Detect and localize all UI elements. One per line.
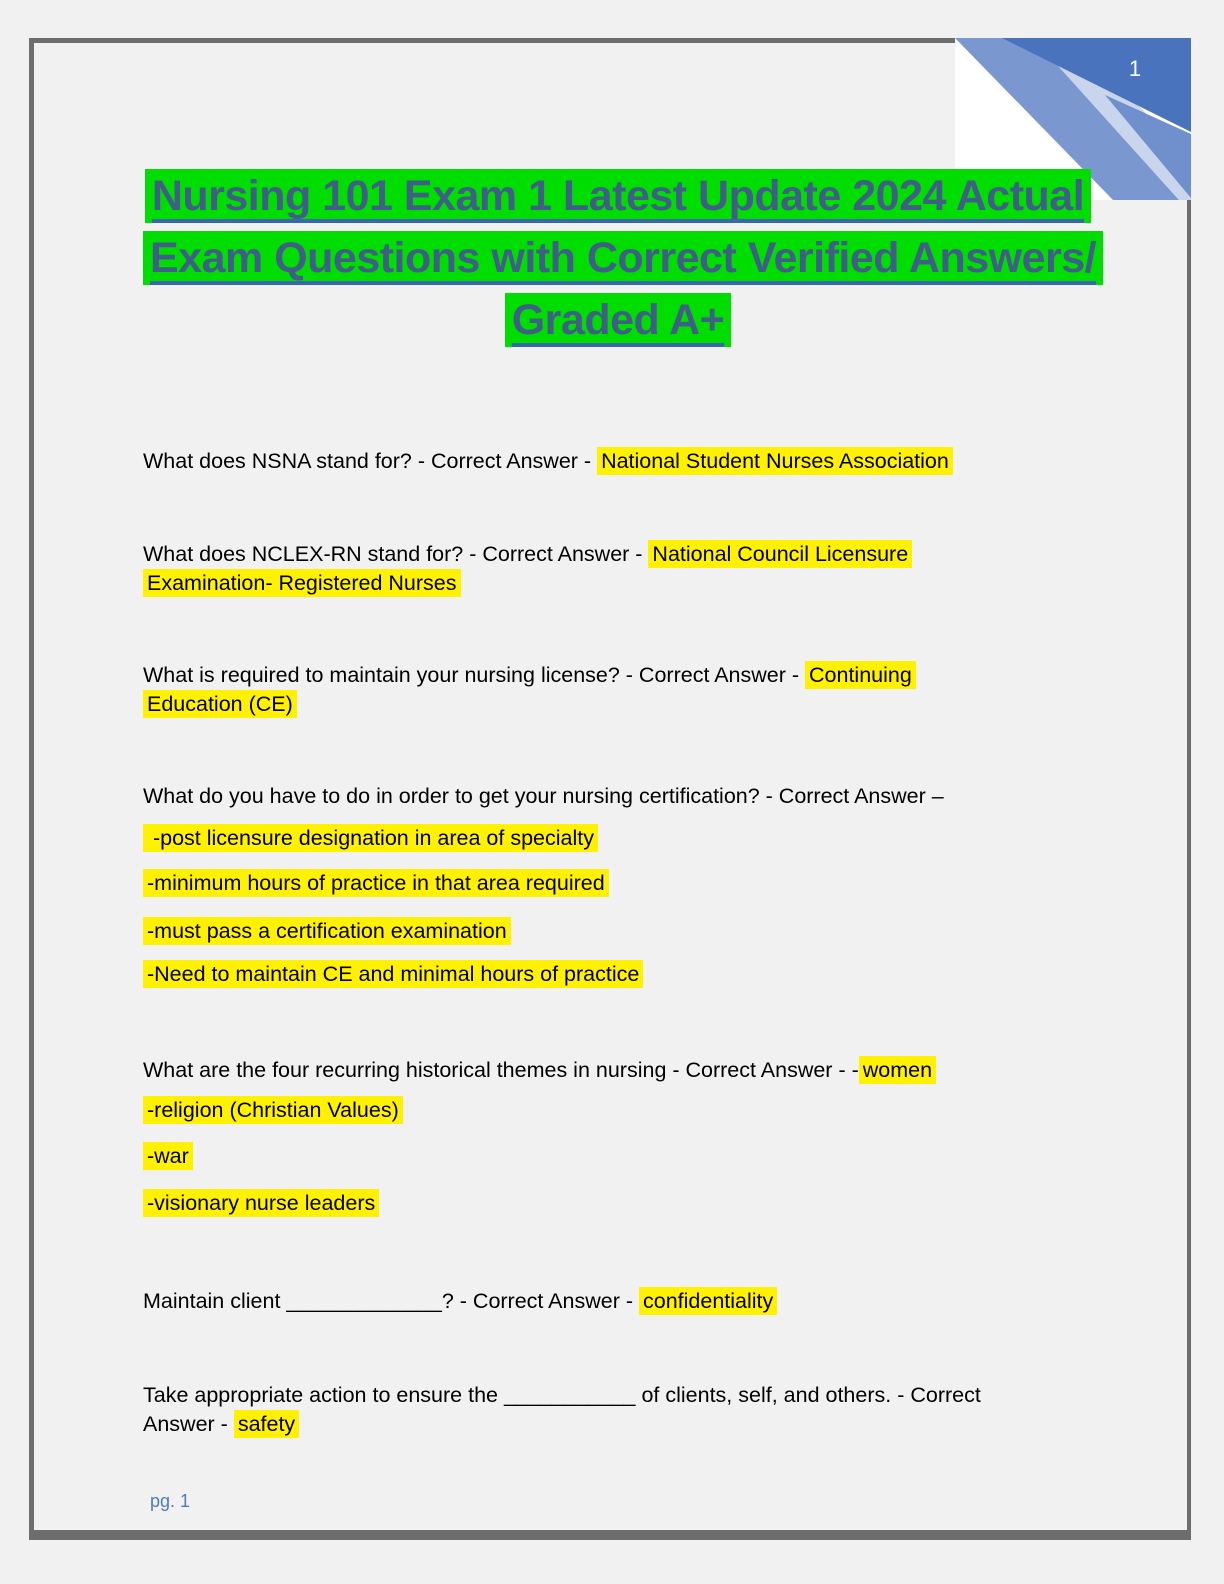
- title-line: [143, 227, 1097, 289]
- answer-highlight: confidentiality: [639, 1287, 777, 1315]
- answer-highlight: safety: [234, 1410, 299, 1438]
- qa-block: [143, 661, 1093, 719]
- title-highlight: Exam Questions with Correct Verified Answers/: [143, 231, 1103, 285]
- question-text: What are the four recurring historical themes in nursing - Correct Answer - -: [143, 1058, 859, 1082]
- qa-row: [143, 1142, 1093, 1171]
- title-line: [143, 165, 1093, 227]
- qa-block: [143, 540, 1093, 598]
- question-text: Answer -: [143, 1412, 234, 1436]
- qa-row: [143, 1381, 1093, 1410]
- answer-highlight: -post licensure designation in area of specialty: [143, 824, 598, 852]
- document-title: [143, 165, 1097, 351]
- qa-row: [143, 1056, 1093, 1085]
- qa-block: [143, 1056, 1093, 1218]
- qa-row: [143, 869, 1093, 898]
- answer-highlight: National Council Licensure: [648, 540, 912, 568]
- answer-highlight: National Student Nurses Association: [597, 447, 953, 475]
- answer-highlight: -visionary nurse leaders: [143, 1189, 379, 1217]
- question-text: Maintain client _____________? - Correct Answer -: [143, 1289, 639, 1313]
- qa-row: [143, 690, 1093, 719]
- answer-highlight: -war: [143, 1142, 193, 1170]
- answer-highlight: Examination- Registered Nurses: [143, 569, 461, 597]
- qa-row: [143, 1410, 1093, 1439]
- qa-row: [143, 1096, 1093, 1125]
- qa-row: [143, 1287, 1093, 1316]
- answer-highlight: women: [859, 1056, 936, 1084]
- qa-row: [143, 661, 1093, 690]
- qa-row: [143, 824, 1093, 853]
- answer-highlight: Continuing: [805, 661, 916, 689]
- qa-row: [143, 782, 1093, 811]
- answer-highlight: -Need to maintain CE and minimal hours of practice: [143, 960, 643, 988]
- question-text: What does NCLEX-RN stand for? - Correct Answer -: [143, 542, 649, 566]
- answer-highlight: -must pass a certification examination: [143, 917, 511, 945]
- page-number: 1: [1128, 56, 1142, 81]
- qa-block: [143, 782, 1093, 989]
- title-highlight: Graded A+: [505, 293, 732, 347]
- page-footer: pg. 1: [150, 1491, 191, 1511]
- answer-highlight: Education (CE): [143, 690, 297, 718]
- question-text: What do you have to do in order to get your nursing certification? - Correct Answer –: [143, 784, 944, 808]
- qa-row: [143, 569, 1093, 598]
- question-text: What does NSNA stand for? - Correct Answer -: [143, 449, 598, 473]
- question-text: Take appropriate action to ensure the ___________ of clients, self, and others. - Correct: [143, 1383, 981, 1407]
- title-line: [143, 289, 1093, 351]
- qa-row: [143, 447, 1093, 476]
- document-page: [29, 38, 1191, 1540]
- qa-block: [143, 447, 1093, 476]
- qa-block: [143, 1287, 1093, 1316]
- answer-highlight: -minimum hours of practice in that area required: [143, 869, 609, 897]
- qa-block: [143, 1381, 1093, 1439]
- answer-highlight: -religion (Christian Values): [143, 1096, 403, 1124]
- question-text: What is required to maintain your nursing license? - Correct Answer -: [143, 663, 805, 687]
- qa-row: [143, 960, 1093, 989]
- qa-row: [143, 917, 1093, 946]
- qa-row: [143, 540, 1093, 569]
- title-highlight: Nursing 101 Exam 1 Latest Update 2024 Actual: [145, 169, 1091, 223]
- qa-row: [143, 1189, 1093, 1218]
